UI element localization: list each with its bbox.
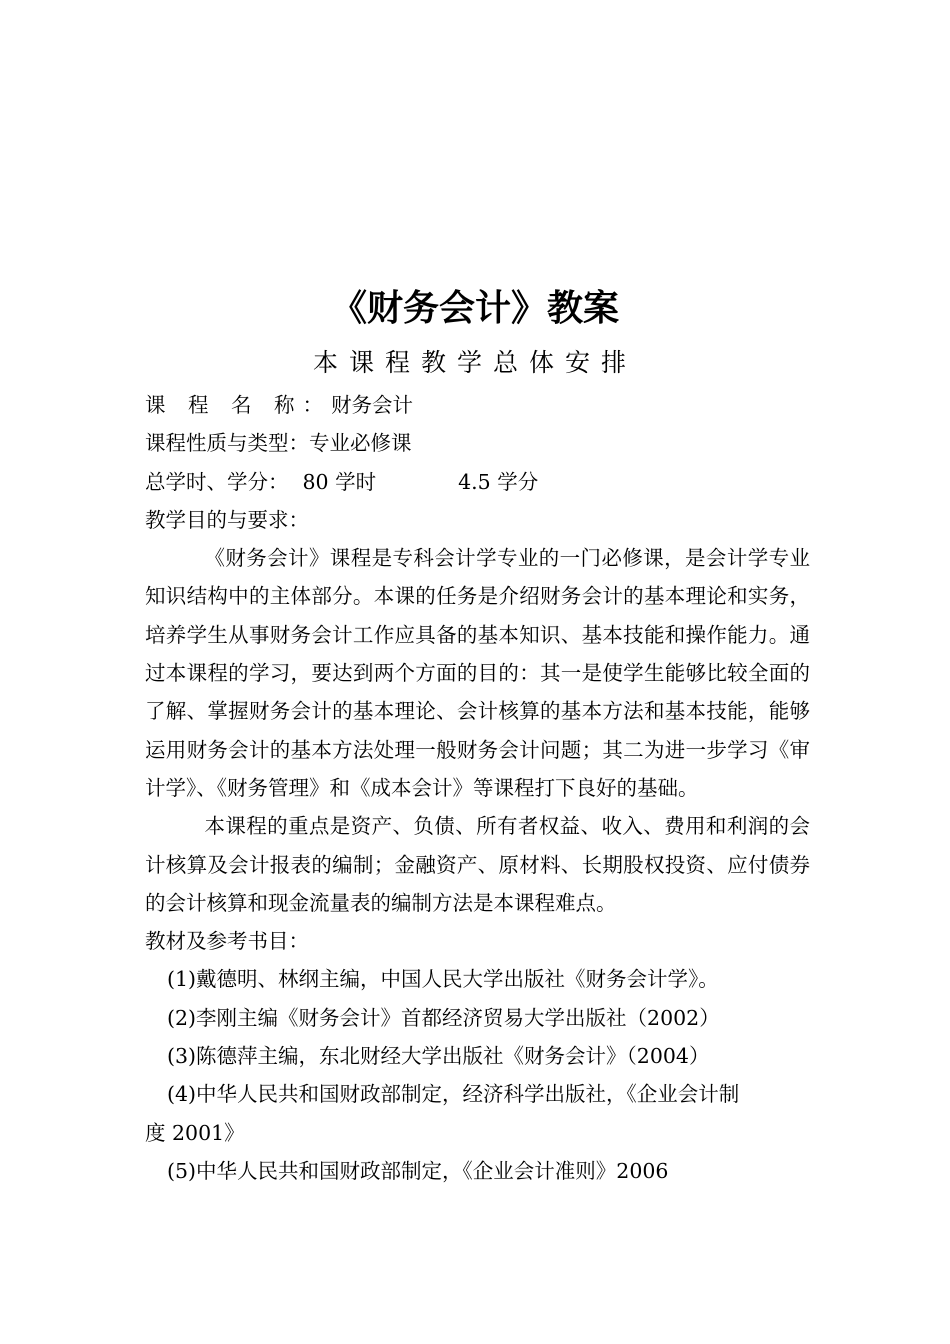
objectives-paragraph-2: 本课程的重点是资产、负债、所有者权益、收入、费用和利润的会计核算及会计报表的编制；金融资产、原材料、长期股权投资、应付债券的会计核算和现金流量表的编制方法是本课程难点。 — [145, 814, 810, 915]
reference-item: (2)李刚主编《财务会计》首都经济贸易大学出版社（2002） — [167, 1005, 720, 1030]
reference-item-continuation: 度 2001》 — [145, 1120, 245, 1145]
course-name-value: 财务会计 — [331, 393, 414, 417]
objectives-heading: 教学目的与要求： — [145, 507, 309, 532]
course-type-label: 课程性质与类型： — [145, 431, 309, 456]
document-title: 《财务会计》教案 — [330, 288, 619, 329]
reference-item: (1)戴德明、林纲主编，中国人民大学出版社《财务会计学》。 — [167, 967, 719, 992]
course-type-value: 专业必修课 — [309, 431, 412, 456]
reference-item-text: (4)中华人民共和国财政部制定，经济科学出版社，《企业会计制 — [167, 1082, 740, 1107]
objectives-paragraph-1: 《财务会计》课程是专科会计学专业的一门必修课，是会计学专业知识结构中的主体部分。本课的任务是介绍财务会计的基本理论和实务，培养学生从事财务会计工作应具备的基本知识、基本技能和操作能力。通过本课程的学习，要达到两个方面的目的：其一是使学生能够比较全面的了解、掌握财务会计的基本理论、会计核算的基本方法和基本技能，能够运用财务会计的基本方法处理一般财务会计问题；其二为进一步学习《审计学》、《财务管理》和《成本会计》等课程打下良好的基础。 — [145, 546, 810, 800]
course-name-label: 课 程 名 称： — [145, 393, 332, 417]
reference-item: (5)中华人民共和国财政部制定，《企业会计准则》2006 — [167, 1158, 669, 1183]
hours-credits-label: 总学时、学分： — [145, 469, 289, 494]
course-type-line — [145, 424, 810, 462]
hours-value: 80 学时 — [302, 469, 377, 494]
reference-item: (3)陈德萍主编，东北财经大学出版社《财务会计》（2004） — [167, 1044, 710, 1069]
document-body — [145, 386, 810, 1190]
references-heading: 教材及参考书目： — [145, 929, 309, 954]
hours-credits-line — [145, 463, 810, 501]
reference-item — [145, 1075, 810, 1152]
course-name-line — [145, 386, 810, 424]
document-subtitle: 本课程教学总体安排 — [312, 348, 637, 377]
credits-value: 4.5 学分 — [458, 469, 539, 494]
